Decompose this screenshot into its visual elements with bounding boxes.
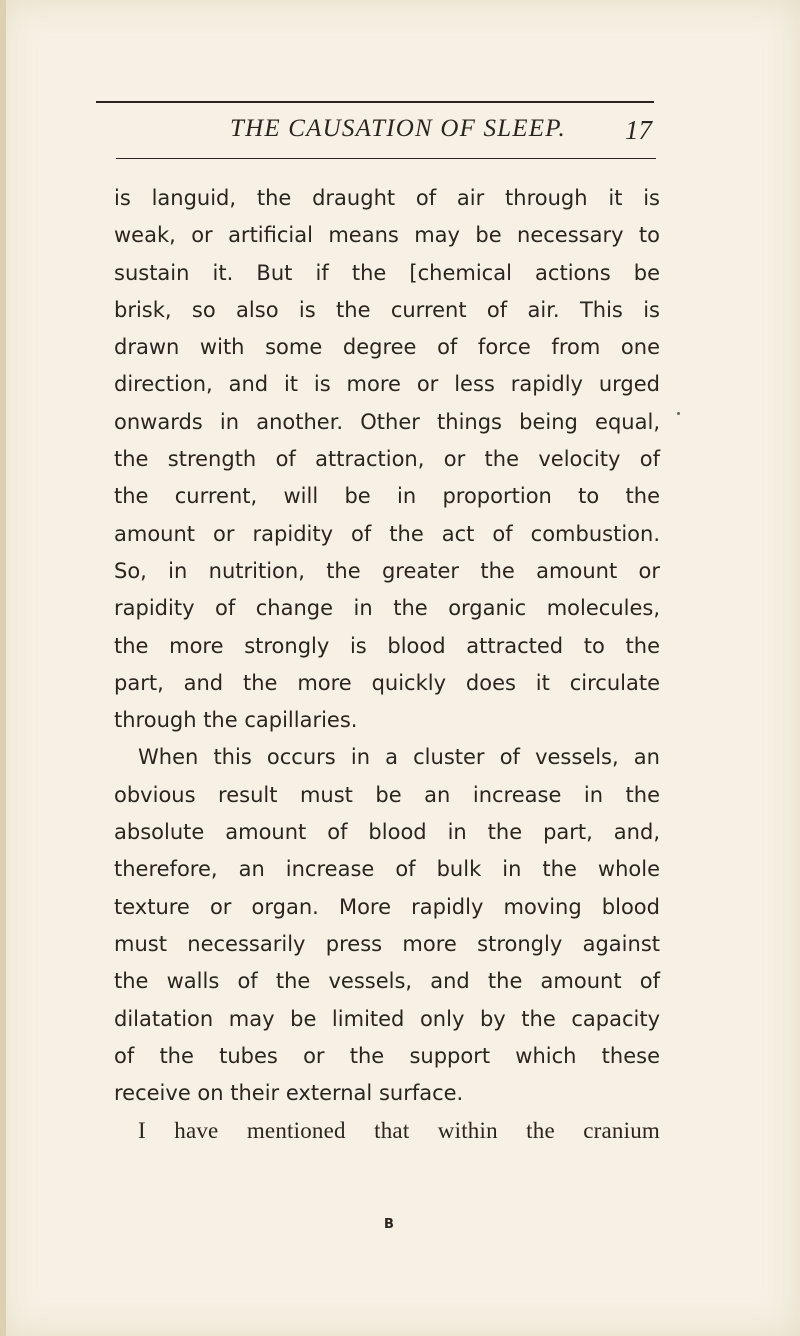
running-title: THE CAUSATION OF SLEEP. bbox=[230, 115, 566, 142]
text-line: through the capillaries. bbox=[114, 708, 358, 733]
ink-speck bbox=[677, 412, 680, 415]
text-line: absolute amount of blood in the part, and, bbox=[114, 820, 660, 845]
text-line: drawn with some degree of force from one bbox=[114, 335, 660, 360]
text-line: weak, or artificial means may be necessary to bbox=[114, 223, 660, 248]
body-text bbox=[114, 180, 660, 1150]
text-line: the current, will be in proportion to the bbox=[114, 484, 660, 509]
signature-mark: B bbox=[384, 1217, 394, 1232]
text-line: amount or rapidity of the act of combustion. bbox=[114, 521, 660, 546]
header-rule-bottom bbox=[116, 158, 656, 159]
text-line: dilatation may be limited only by the capacity bbox=[114, 1006, 660, 1031]
text-line: texture or organ. More rapidly moving blood bbox=[114, 894, 660, 919]
text-line: of the tubes or the support which these bbox=[114, 1043, 660, 1068]
text-line: sustain it. But if the [chemical actions be bbox=[114, 260, 660, 285]
text-line: I have mentioned that within the cranium bbox=[138, 1118, 660, 1144]
text-line: When this occurs in a cluster of vessels, an bbox=[138, 745, 660, 770]
text-line: the strength of attraction, or the velocity of bbox=[114, 447, 660, 472]
text-line: onwards in another. Other things being equal, bbox=[114, 409, 660, 434]
text-line: So, in nutrition, the greater the amount or bbox=[114, 558, 660, 583]
text-line: receive on their external surface. bbox=[114, 1081, 464, 1106]
text-line: obvious result must be an increase in the bbox=[114, 782, 660, 807]
text-line: the more strongly is blood attracted to the bbox=[114, 633, 660, 658]
text-line: direction, and it is more or less rapidly urged bbox=[114, 372, 660, 397]
header-rule-top bbox=[96, 101, 654, 103]
running-head bbox=[114, 113, 660, 153]
text-line: part, and the more quickly does it circulate bbox=[114, 670, 660, 695]
text-line: is languid, the draught of air through it is bbox=[114, 186, 660, 210]
text-line: rapidity of change in the organic molecules, bbox=[114, 596, 660, 621]
page-number: 17 bbox=[625, 115, 652, 145]
text-line: therefore, an increase of bulk in the whole bbox=[114, 857, 660, 882]
page-left-edge bbox=[0, 0, 6, 1336]
text-line: brisk, so also is the current of air. This is bbox=[114, 297, 660, 322]
text-line: must necessarily press more strongly against bbox=[114, 931, 660, 956]
text-line: the walls of the vessels, and the amount of bbox=[114, 969, 660, 994]
